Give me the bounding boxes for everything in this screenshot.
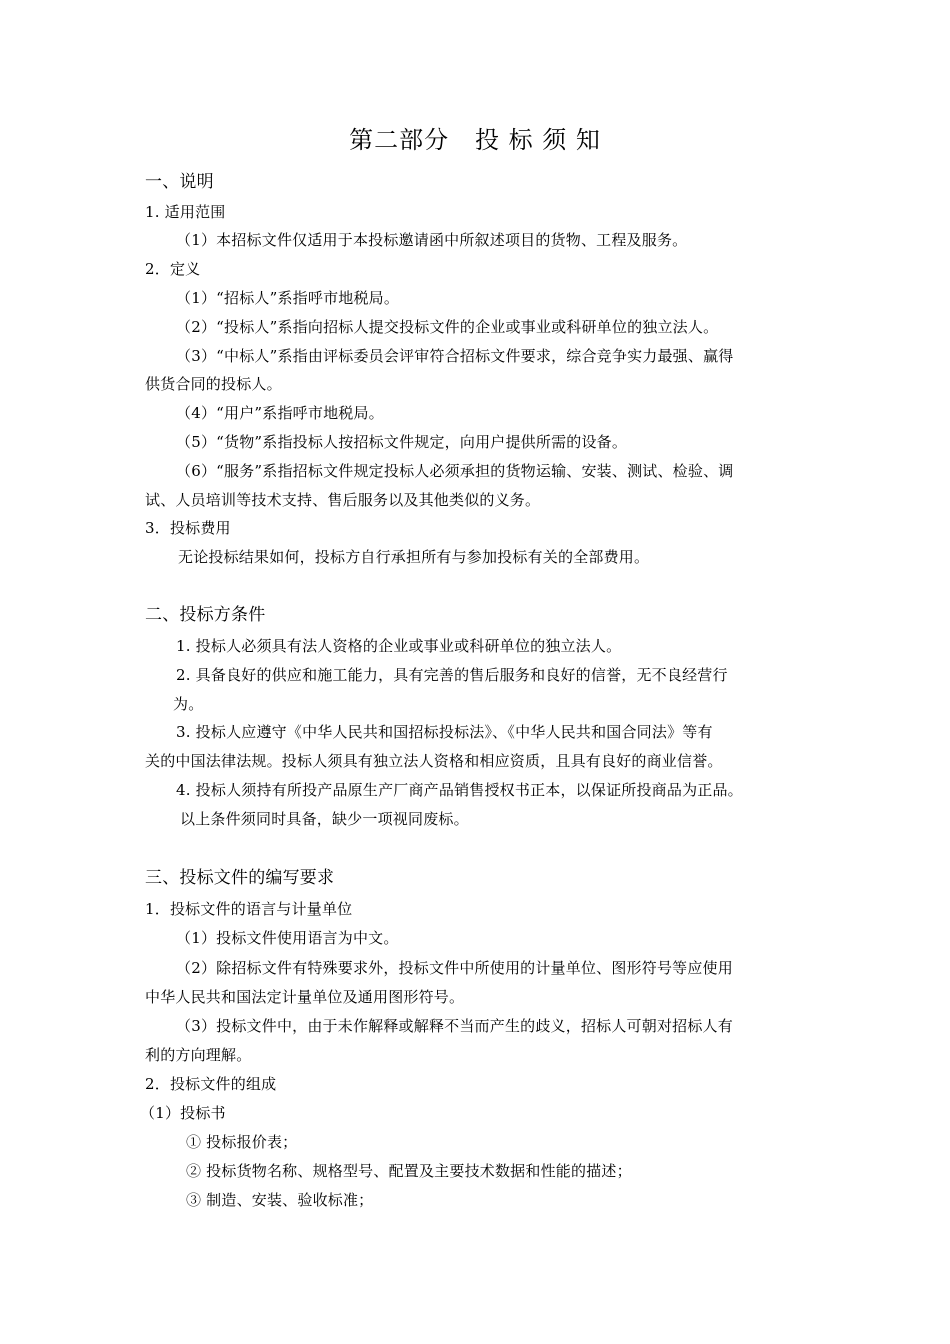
section-heading-bidder-conditions: 二、投标方条件 bbox=[145, 605, 266, 625]
definition-6-line2: 试、人员培训等技术支持、售后服务以及其他类似的义务。 bbox=[145, 491, 541, 509]
paragraph-scope-1: （1）本招标文件仅适用于本投标邀请函中所叙述项目的货物、工程及服务。 bbox=[176, 231, 688, 249]
item-scope: 1. 适用范围 bbox=[145, 203, 226, 221]
paragraph-units-line1: （2）除招标文件有特殊要求外，投标文件中所使用的计量单位、图形符号等应使用 bbox=[176, 959, 733, 977]
paragraph-ambiguity-line1: （3）投标文件中，由于未作解释或解释不当而产生的歧义，招标人可朝对招标人有 bbox=[176, 1017, 733, 1035]
paragraph-bid-cost: 无论投标结果如何，投标方自行承担所有与参加投标有关的全部费用。 bbox=[178, 548, 650, 566]
condition-3-line2: 关的中国法律法规。投标人须具有独立法人资格和相应资质，且具有良好的商业信誉。 bbox=[145, 752, 723, 770]
bullet-price-table: ① 投标报价表； bbox=[186, 1133, 298, 1151]
conditions-note: 以上条件须同时具备，缺少一项视同废标。 bbox=[180, 810, 469, 828]
condition-3-line1: 3. 投标人应遵守《中华人民共和国招标投标法》、《中华人民共和国合同法》等有 bbox=[176, 723, 713, 741]
definition-2: （2）“投标人”系指向招标人提交投标文件的企业或事业或科研单位的独立法人。 bbox=[176, 318, 719, 336]
subitem-bid-letter: （1）投标书 bbox=[140, 1104, 226, 1122]
item-bid-cost: 3．投标费用 bbox=[145, 519, 231, 537]
section-heading-explanation: 一、说明 bbox=[145, 172, 214, 192]
definition-3-line2: 供货合同的投标人。 bbox=[145, 375, 282, 393]
definition-3-line1: （3）“中标人”系指由评标委员会评审符合招标文件要求，综合竞争实力最强、赢得 bbox=[176, 347, 734, 365]
paragraph-units-line2: 中华人民共和国法定计量单位及通用图形符号。 bbox=[145, 988, 465, 1006]
definition-5: （5）“货物”系指投标人按招标文件规定，向用户提供所需的设备。 bbox=[176, 433, 628, 451]
definition-4: （4）“用户”系指呼市地税局。 bbox=[176, 404, 384, 422]
definition-6-line1: （6）“服务”系指招标文件规定投标人必须承担的货物运输、安装、测试、检验、调 bbox=[176, 462, 734, 480]
definition-1: （1）“招标人”系指呼市地税局。 bbox=[176, 289, 400, 307]
item-definitions: 2．定义 bbox=[145, 260, 201, 278]
paragraph-ambiguity-line2: 利的方向理解。 bbox=[145, 1046, 252, 1064]
condition-2-line1: 2. 具备良好的供应和施工能力，具有完善的售后服务和良好的信誉，无不良经营行 bbox=[176, 666, 728, 684]
section-heading-bid-document-requirements: 三、投标文件的编写要求 bbox=[145, 868, 335, 888]
paragraph-language: （1）投标文件使用语言为中文。 bbox=[176, 929, 399, 947]
bullet-standards: ③ 制造、安装、验收标准； bbox=[186, 1191, 374, 1209]
item-bid-composition: 2．投标文件的组成 bbox=[145, 1075, 277, 1093]
condition-4: 4. 投标人须持有所投产品原生产厂商产品销售授权书正本，以保证所投商品为正品。 bbox=[176, 781, 743, 799]
bullet-goods-description: ② 投标货物名称、规格型号、配置及主要技术数据和性能的描述； bbox=[186, 1162, 632, 1180]
item-language-units: 1．投标文件的语言与计量单位 bbox=[145, 900, 353, 918]
condition-2-line2: 为。 bbox=[173, 695, 204, 713]
condition-1: 1. 投标人必须具有法人资格的企业或事业或科研单位的独立法人。 bbox=[176, 637, 622, 655]
page-title: 第二部分 投 标 须 知 bbox=[349, 126, 601, 154]
